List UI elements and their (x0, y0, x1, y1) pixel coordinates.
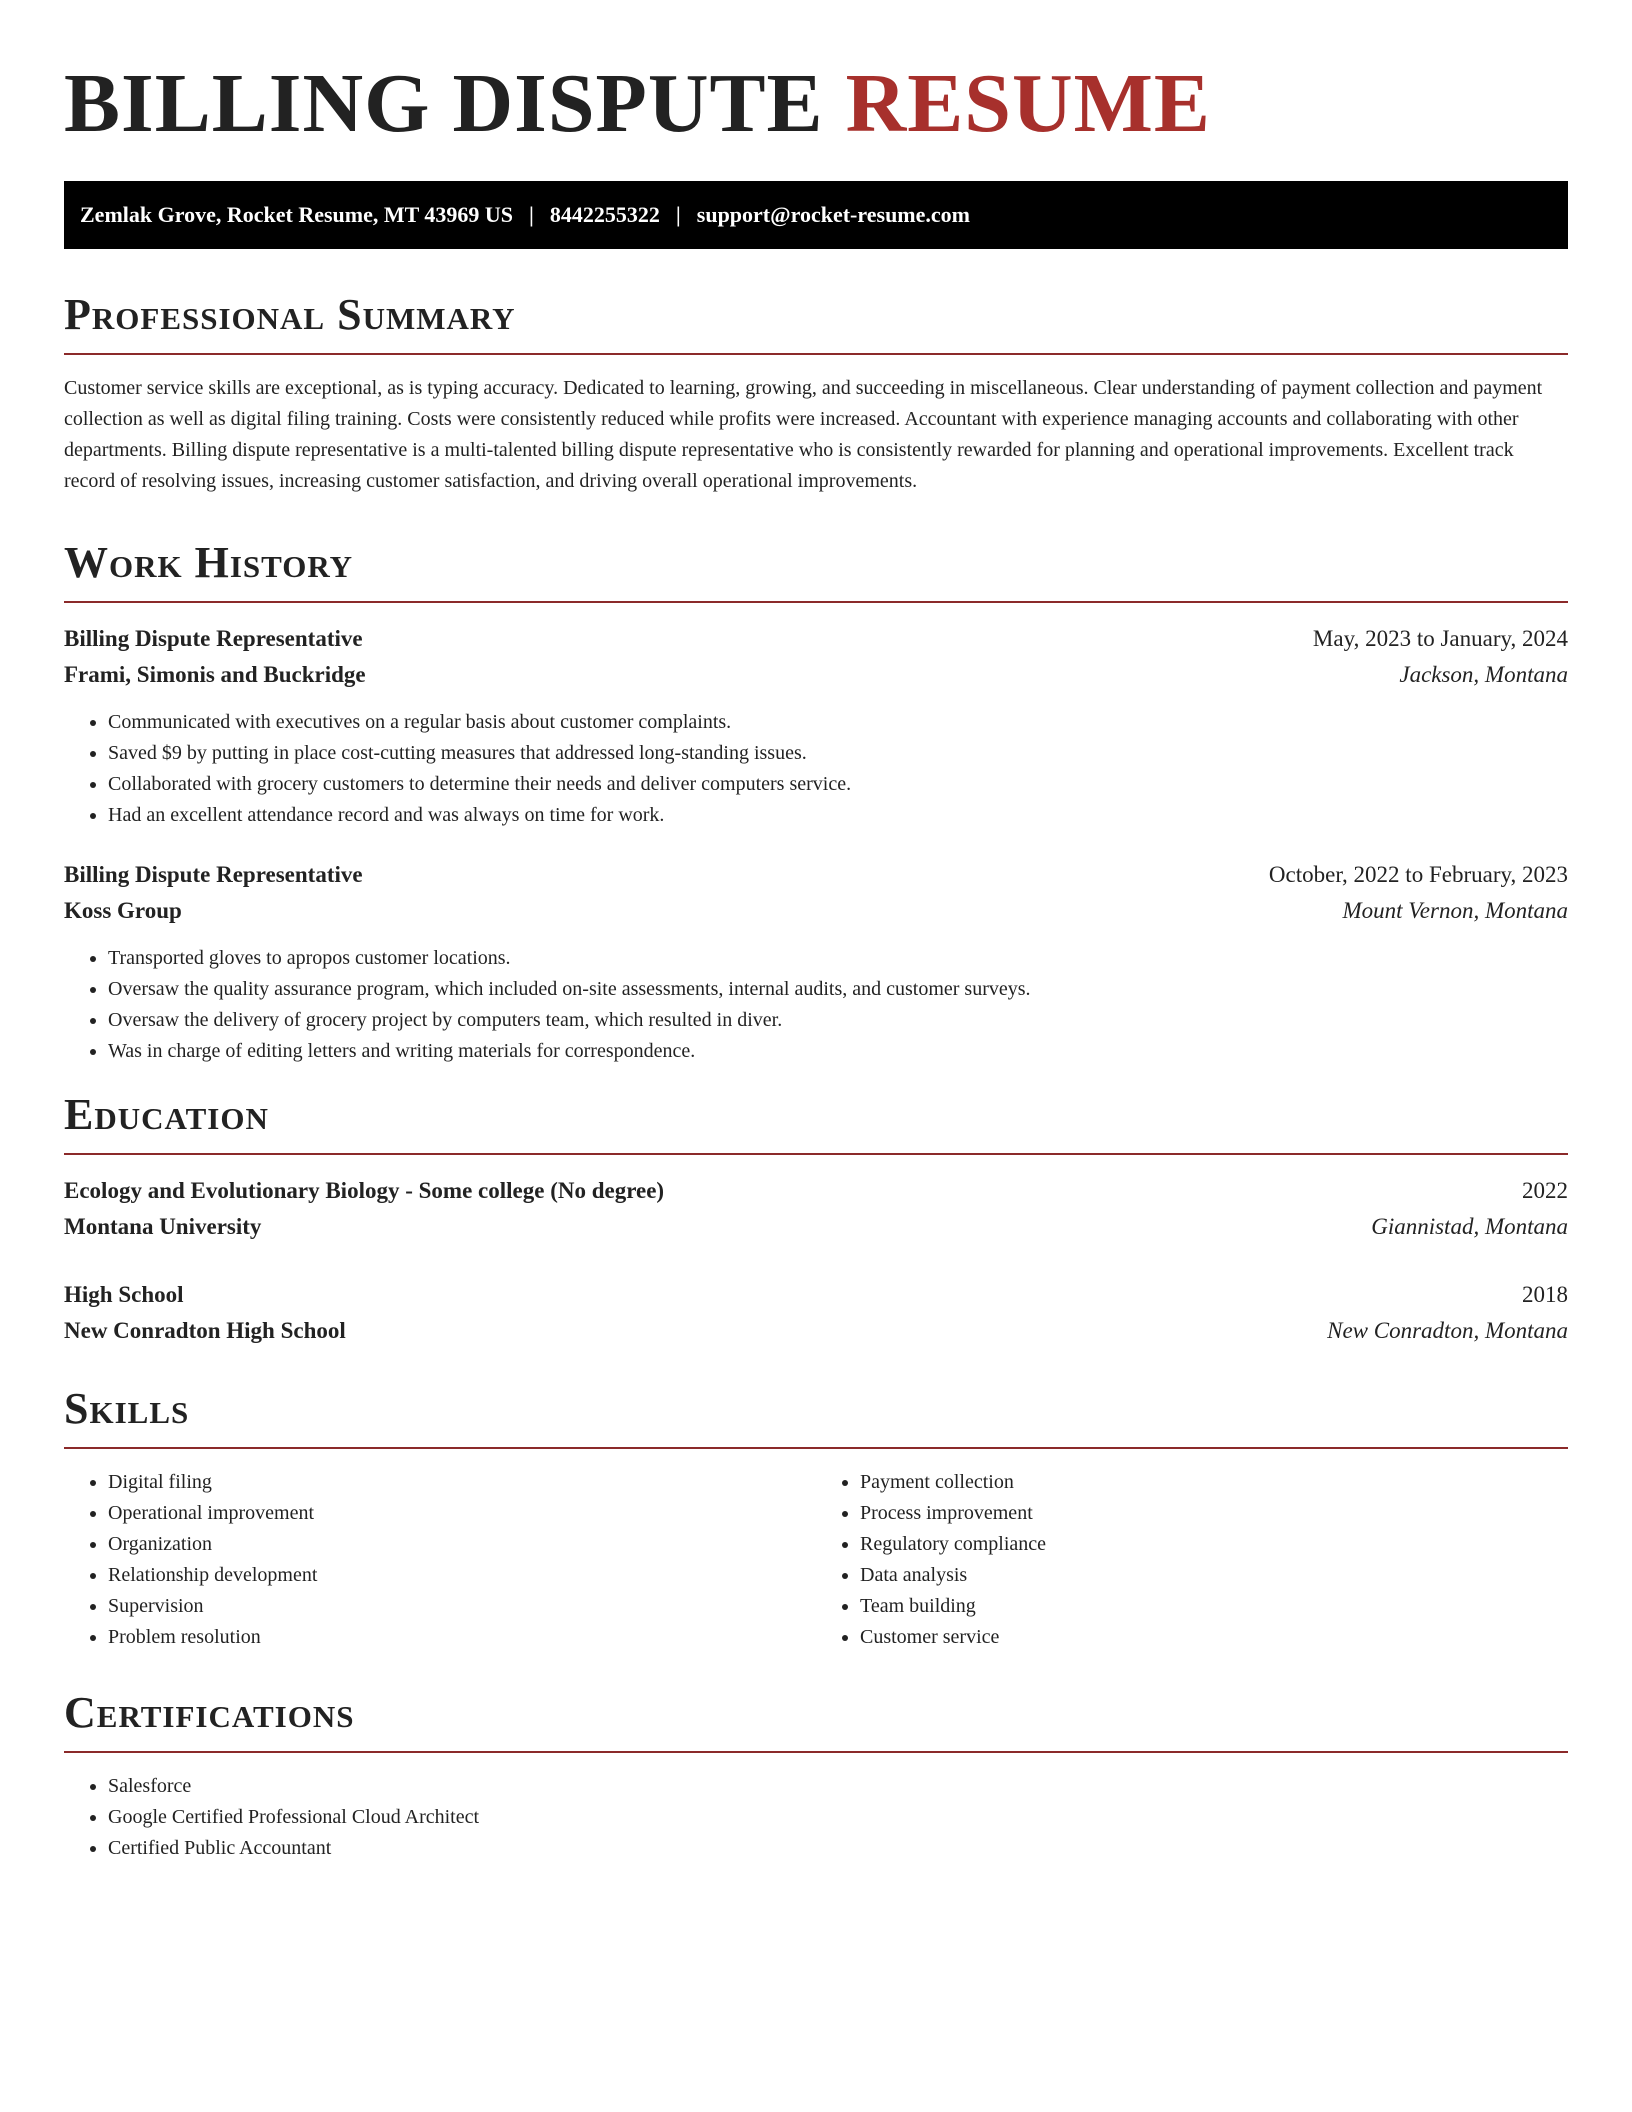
summary-text: Customer service skills are exceptional, as is typing accuracy. Dedicated to learning, growing, and succeeding in miscellaneous. Clear understanding of payment collection and payment collection as well as digital filing training. Costs were consistently reduced while profits were increased. Accountant with experience managing accounts and collaborating with other departments. Billing dispute representative is a multi-talented billing dispute representative who is consistently rewarded for planning and operational improvements. Excellent track record of resolving issues, increasing customer satisfaction, and driving overall operational improvements. (64, 377, 1543, 492)
work-history-section (64, 538, 1568, 1067)
title-main: BILLING DISPUTE (64, 57, 824, 150)
job-bullet: • Transported gloves to apropos customer locations. (108, 943, 1568, 974)
contact-separator: | (675, 202, 681, 227)
certifications-section (64, 1688, 1568, 1864)
education-location: New Conradton, Montana (1327, 1318, 1568, 1343)
certification-item: • Salesforce (108, 1771, 1568, 1802)
job-company: Koss Group (64, 898, 182, 923)
skills-list-right (816, 1467, 1568, 1653)
contact-separator: | (529, 202, 534, 227)
title-accent: RESUME (845, 57, 1211, 150)
certifications-heading: Certifications (64, 1691, 1568, 1753)
job-bullets (64, 707, 1568, 831)
skills-heading: Skills (64, 1387, 1568, 1449)
job-bullets (64, 943, 1568, 1067)
skill-item: • Payment collection (860, 1467, 1568, 1498)
skill-item: • Digital filing (108, 1467, 816, 1498)
education-section (64, 1090, 1568, 1349)
job-bullet: • Oversaw the delivery of grocery project by computers team, which resulted in diver. (108, 1005, 1568, 1036)
skill-item: • Team building (860, 1591, 1568, 1622)
skill-item: • Customer service (860, 1622, 1568, 1653)
job-entry (64, 621, 1568, 831)
education-school: New Conradton High School (64, 1318, 346, 1343)
skill-item: • Organization (108, 1529, 816, 1560)
summary-section (64, 290, 1568, 497)
contact-address: Zemlak Grove, Rocket Resume, MT 43969 US (80, 202, 514, 227)
certification-item: • Google Certified Professional Cloud Architect (108, 1802, 1568, 1833)
job-entry (64, 857, 1568, 1067)
education-year: 2022 (1522, 1178, 1568, 1203)
job-title: Billing Dispute Representative (64, 626, 363, 651)
education-heading: Education (64, 1093, 1568, 1155)
skill-item: • Supervision (108, 1591, 816, 1622)
education-degree: Ecology and Evolutionary Biology - Some college (No degree) (64, 1178, 665, 1203)
skill-item: • Data analysis (860, 1560, 1568, 1591)
contact-phone: 8442255322 (549, 202, 660, 227)
job-title: Billing Dispute Representative (64, 862, 363, 887)
job-bullet: • Had an excellent attendance record and was always on time for work. (108, 800, 1568, 831)
resume-title (64, 57, 1568, 150)
work-history-heading: Work History (64, 541, 1568, 603)
job-location: Jackson, Montana (1399, 662, 1568, 687)
job-bullet: • Was in charge of editing letters and writing materials for correspondence. (108, 1036, 1568, 1067)
job-location: Mount Vernon, Montana (1342, 898, 1568, 923)
job-bullet: • Saved $9 by putting in place cost-cutting measures that addressed long-standing issues. (108, 738, 1568, 769)
education-entry (64, 1173, 1568, 1245)
certifications-list (64, 1771, 1568, 1864)
contact-bar (64, 181, 1568, 249)
contact-email: support@rocket-resume.com (696, 202, 970, 227)
skill-item: • Relationship development (108, 1560, 816, 1591)
education-year: 2018 (1522, 1282, 1568, 1307)
skill-item: • Regulatory compliance (860, 1529, 1568, 1560)
job-company: Frami, Simonis and Buckridge (64, 662, 366, 687)
skills-section (64, 1384, 1568, 1653)
job-bullet: • Communicated with executives on a regular basis about customer complaints. (108, 707, 1568, 738)
education-entry (64, 1277, 1568, 1349)
education-location: Giannistad, Montana (1371, 1214, 1568, 1239)
skill-item: • Process improvement (860, 1498, 1568, 1529)
skills-list-left (64, 1467, 816, 1653)
job-dates: May, 2023 to January, 2024 (1312, 626, 1568, 651)
summary-heading: Professional Summary (64, 293, 1568, 355)
job-bullet: • Collaborated with grocery customers to determine their needs and deliver computers service. (108, 769, 1568, 800)
education-degree: High School (64, 1282, 184, 1307)
skill-item: • Operational improvement (108, 1498, 816, 1529)
education-school: Montana University (64, 1214, 262, 1239)
skill-item: • Problem resolution (108, 1622, 816, 1653)
certification-item: • Certified Public Accountant (108, 1833, 1568, 1864)
job-bullet: • Oversaw the quality assurance program, which included on-site assessments, internal audits, and customer surveys. (108, 974, 1568, 1005)
job-dates: October, 2022 to February, 2023 (1268, 862, 1568, 887)
